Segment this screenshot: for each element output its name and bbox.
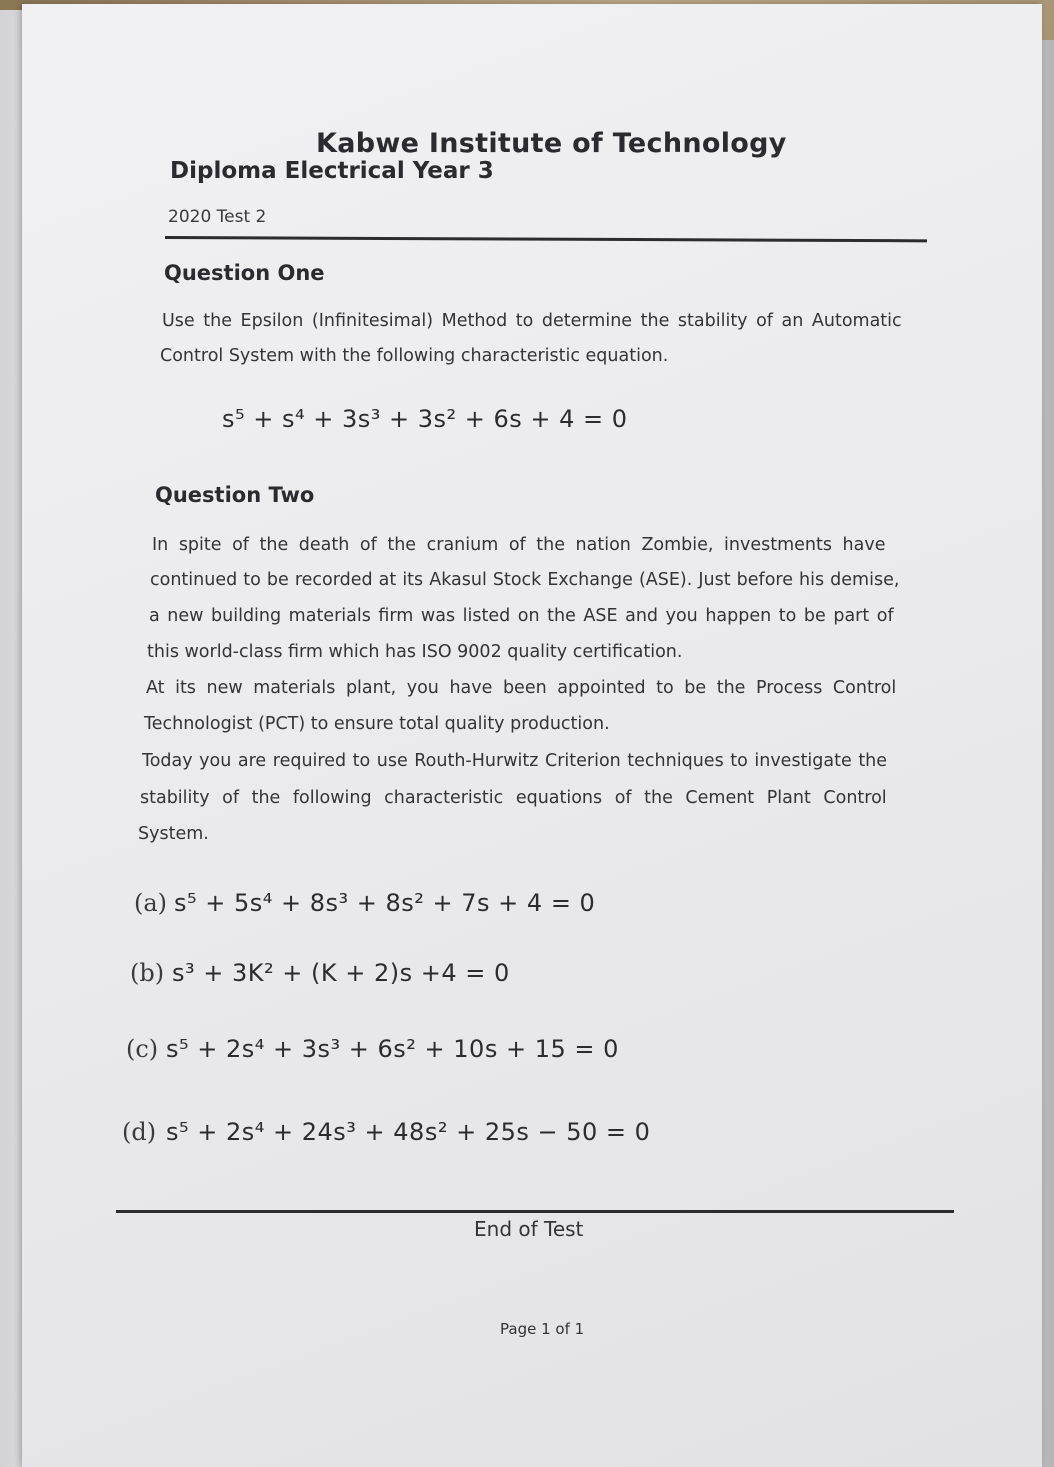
q1-line-1 <box>162 311 928 331</box>
q1-equation: s⁵ + s⁴ + 3s³ + 3s² + 6s + 4 = 0 <box>222 405 628 433</box>
part-b-label: (b) <box>130 959 165 987</box>
q2-line-8: stability of the following characteristic equations of the Cement Plant Control <box>140 788 887 808</box>
q2-line-9: System. <box>138 824 209 844</box>
question-one-heading: Question One <box>164 261 325 285</box>
part-a-label: (a) <box>134 889 168 917</box>
end-of-test: End of Test <box>474 1217 584 1241</box>
q2-line-2: continued to be recorded at its Akasul Stock Exchange (ASE). Just before his demise, <box>150 570 900 590</box>
part-c-equation: s⁵ + 2s⁴ + 3s³ + 6s² + 10s + 15 = 0 <box>166 1035 619 1063</box>
institution-title: Kabwe Institute of Technology <box>316 128 787 159</box>
part-a-equation: s⁵ + 5s⁴ + 8s³ + 8s² + 7s + 4 = 0 <box>174 889 596 917</box>
q2-line-6: Technologist (PCT) to ensure total quality production. <box>144 714 610 734</box>
q2-line-1: In spite of the death of the cranium of the nation Zombie, investments have <box>152 535 886 555</box>
q2-line-3: a new building materials firm was listed on the ASE and you happen to be part of <box>149 606 894 626</box>
part-d-equation: s⁵ + 2s⁴ + 24s³ + 48s² + 25s − 50 = 0 <box>166 1118 651 1146</box>
part-b-equation: s³ + 3K² + (K + 2)s +4 = 0 <box>172 959 510 987</box>
q2-line-4: this world-class firm which has ISO 9002 quality certification. <box>147 642 683 662</box>
q1-line-2: Control System with the following characteristic equation. <box>160 346 669 366</box>
question-two-heading: Question Two <box>155 483 315 507</box>
programme-title: Diploma Electrical Year 3 <box>170 158 494 184</box>
page-number: Page 1 of 1 <box>500 1320 585 1338</box>
part-d-label: (d) <box>122 1118 157 1146</box>
test-label: 2020 Test 2 <box>168 207 267 227</box>
footer-divider <box>116 1210 954 1213</box>
part-c-label: (c) <box>126 1035 159 1063</box>
q1-line-1-text: Use the Epsilon (Infinitesimal) Method to determine the stability of an Automatic <box>162 311 902 331</box>
q2-line-5: At its new materials plant, you have been appointed to be the Process Control <box>146 678 897 698</box>
q2-line-7: Today you are required to use Routh-Hurwitz Criterion techniques to investigate the <box>142 751 888 771</box>
